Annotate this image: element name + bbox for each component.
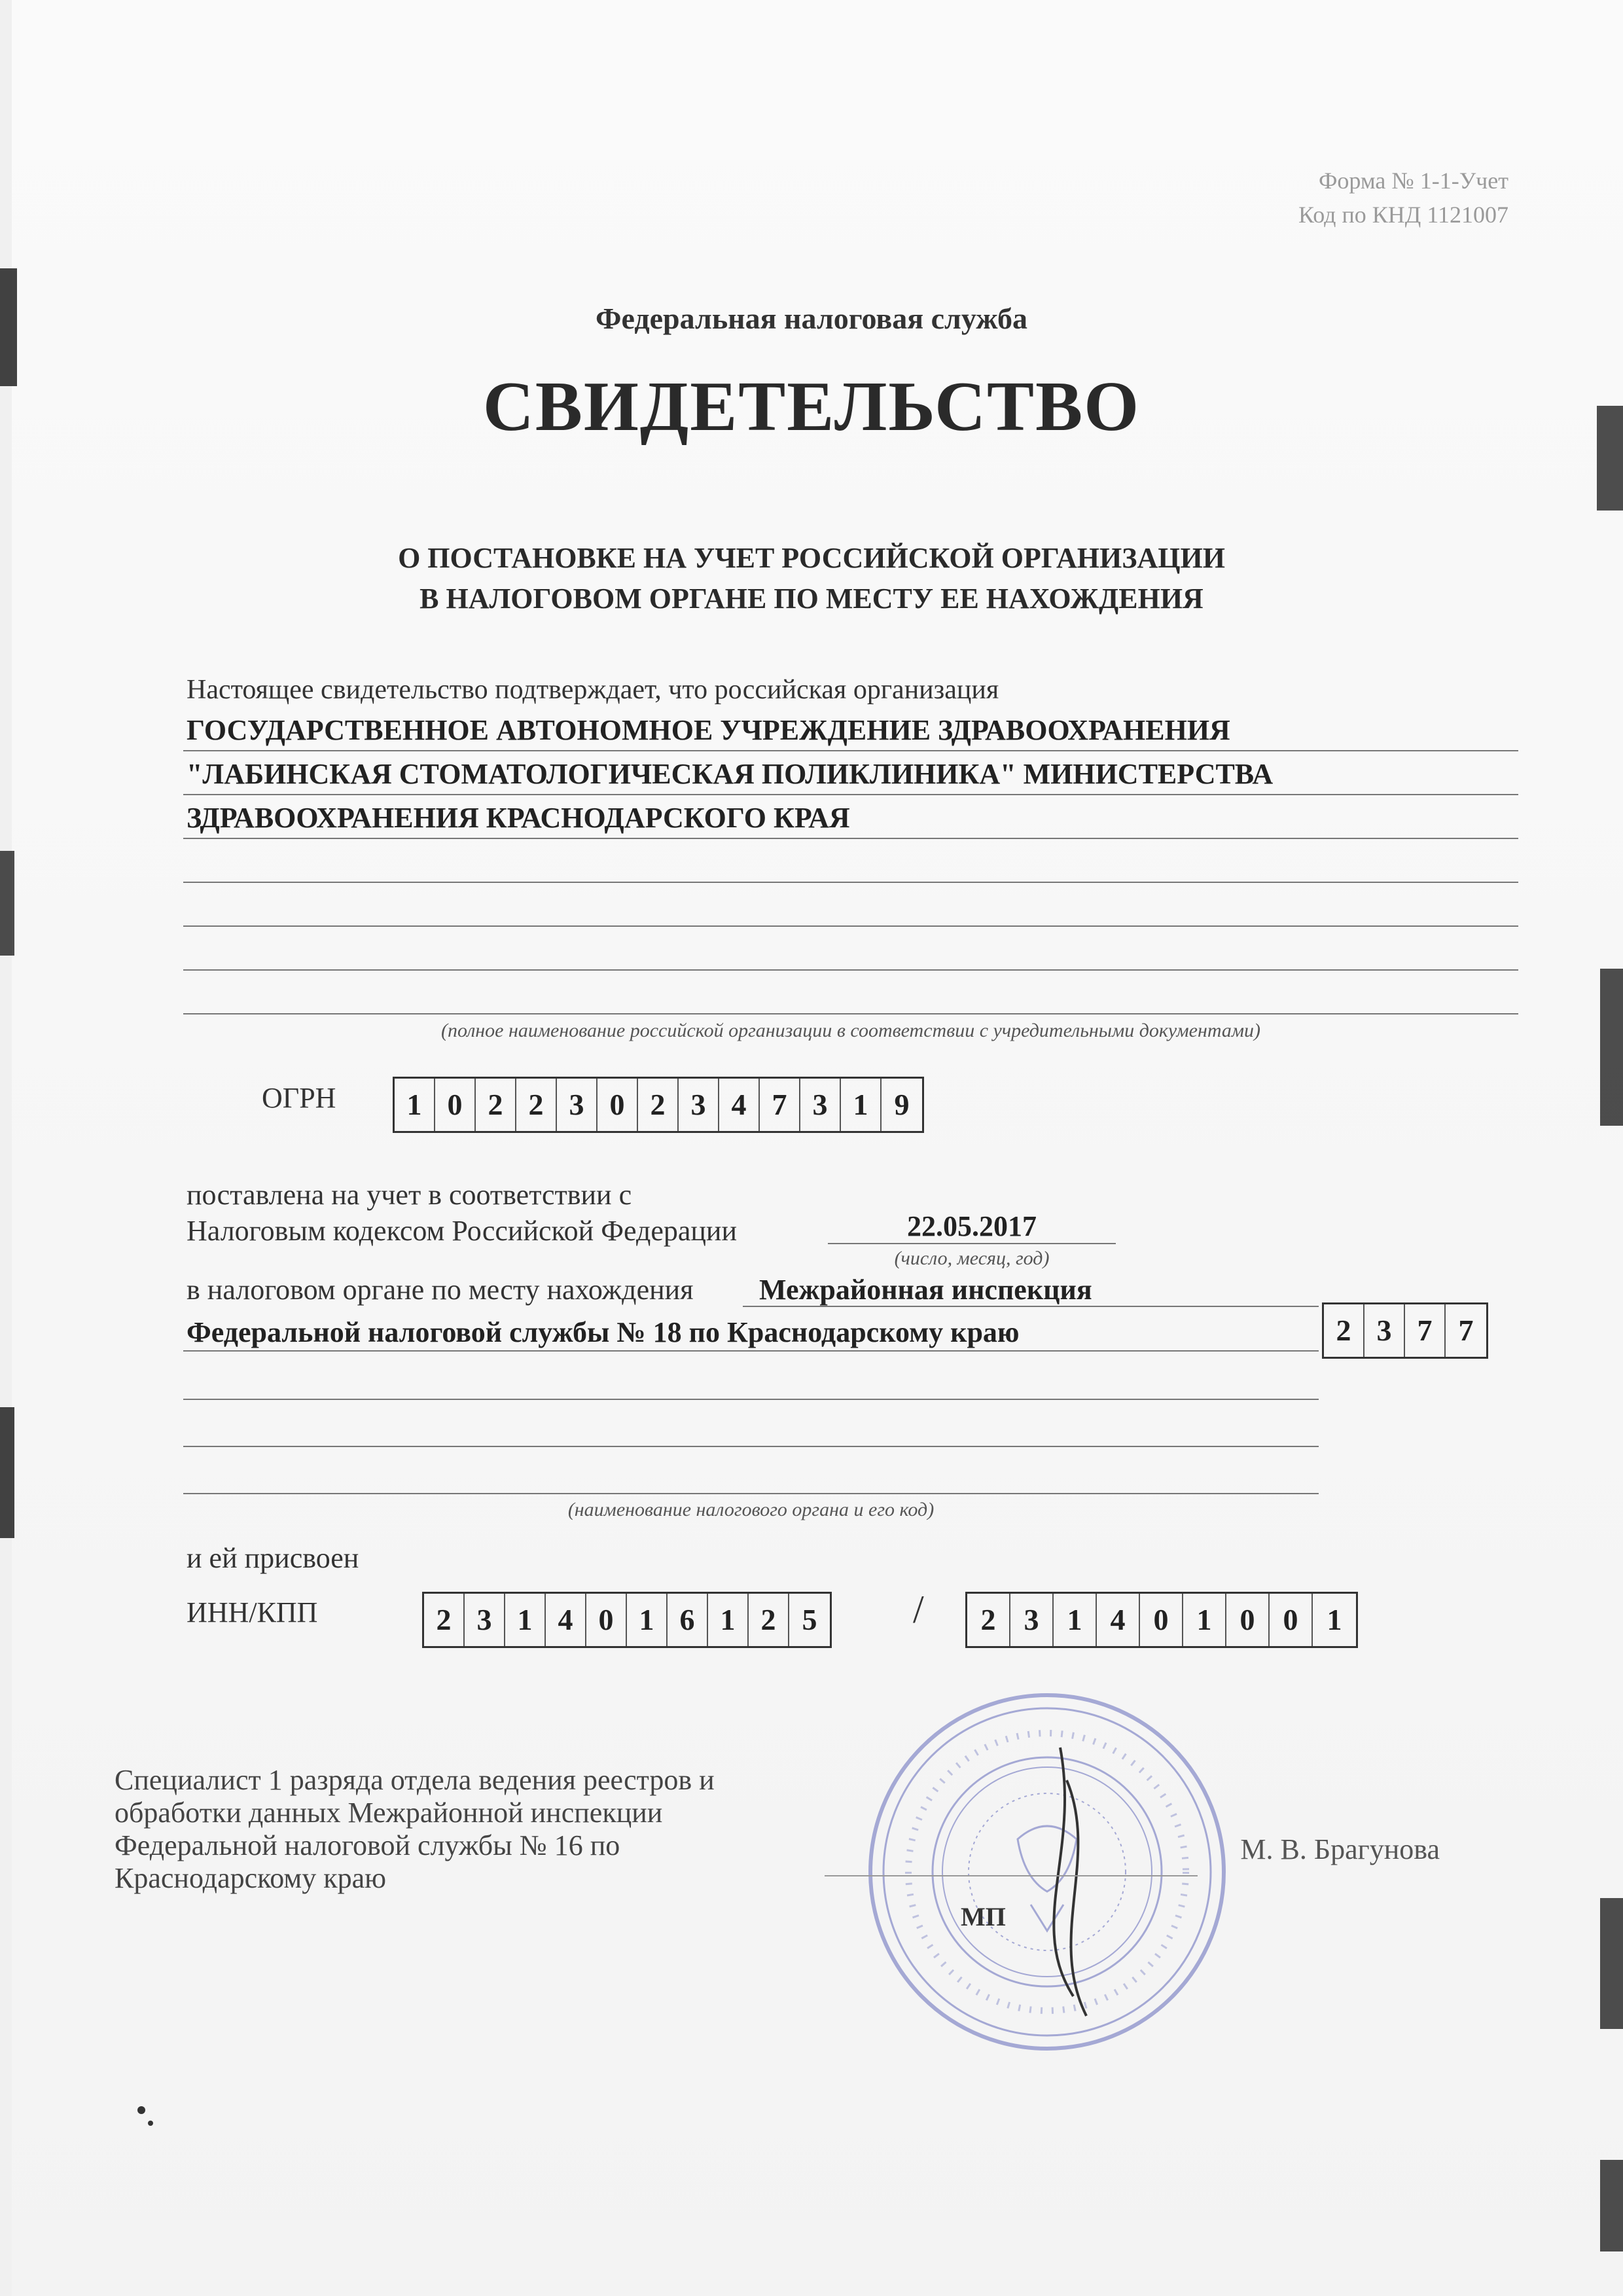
org-underline bbox=[183, 926, 1518, 971]
subtitle-line-1: О ПОСТАНОВКЕ НА УЧЕТ РОССИЙСКОЙ ОРГАНИЗАЦИИ bbox=[398, 542, 1225, 574]
assigned-label: и ей присвоен bbox=[187, 1542, 359, 1574]
org-name-line-3: ЗДРАВООХРАНЕНИЯ КРАСНОДАРСКОГО КРАЯ bbox=[187, 802, 850, 834]
kpp-digit: 1 bbox=[1054, 1594, 1097, 1646]
authority-code-digit: 7 bbox=[1405, 1304, 1446, 1357]
authority-line-2: Федеральной налоговой службы № 18 по Краснодарскому краю bbox=[187, 1316, 1020, 1348]
scan-artifact bbox=[137, 2106, 145, 2114]
signer-position-line-2: обработки данных Межрайонной инспекции bbox=[115, 1797, 663, 1829]
signer-position-line-4: Краснодарскому краю bbox=[115, 1862, 387, 1894]
ogrn-digit: 0 bbox=[597, 1079, 638, 1131]
agency-name: Федеральная налоговая служба bbox=[596, 302, 1027, 335]
authority-label: в налоговом органе по месту нахождения bbox=[187, 1274, 694, 1306]
signature-underline bbox=[825, 1869, 1198, 1876]
authority-code-digit: 2 bbox=[1324, 1304, 1364, 1357]
kpp-digit: 4 bbox=[1097, 1594, 1140, 1646]
kpp-boxes bbox=[965, 1592, 1358, 1648]
inn-digit: 3 bbox=[465, 1594, 505, 1646]
authority-underline bbox=[183, 1452, 1319, 1494]
inn-digit: 0 bbox=[586, 1594, 627, 1646]
inn-digit: 6 bbox=[668, 1594, 708, 1646]
form-line-2: Код по КНД 1121007 bbox=[1298, 202, 1508, 228]
inn-boxes bbox=[422, 1592, 832, 1648]
org-underline bbox=[183, 882, 1518, 927]
inn-digit: 1 bbox=[505, 1594, 546, 1646]
kpp-digit: 3 bbox=[1010, 1594, 1054, 1646]
form-number bbox=[1298, 164, 1508, 232]
subtitle-line-2: В НАЛОГОВОМ ОРГАНЕ ПО МЕСТУ ЕЕ НАХОЖДЕНИЯ bbox=[419, 583, 1204, 615]
ogrn-digit: 1 bbox=[841, 1079, 882, 1131]
authority-underline bbox=[183, 1358, 1319, 1400]
org-name-line-2: "ЛАБИНСКАЯ СТОМАТОЛОГИЧЕСКАЯ ПОЛИКЛИНИКА" МИНИСТЕРСТВА bbox=[187, 758, 1274, 790]
inn-digit: 4 bbox=[546, 1594, 586, 1646]
kpp-digit: 1 bbox=[1183, 1594, 1226, 1646]
scan-artifact bbox=[1600, 969, 1623, 1126]
ogrn-digit: 3 bbox=[800, 1079, 841, 1131]
ogrn-digit: 9 bbox=[894, 1088, 910, 1121]
signer-position-line-3: Федеральной налоговой службы № 16 по bbox=[115, 1829, 620, 1861]
scan-artifact bbox=[1600, 2160, 1623, 2251]
registration-line-1: поставлена на учет в соответствии с bbox=[187, 1179, 632, 1211]
intro-text: Настоящее свидетельство подтверждает, что российская организация bbox=[187, 675, 999, 705]
date-hint: (число, месяц, год) bbox=[894, 1247, 1050, 1269]
org-underline bbox=[183, 838, 1518, 883]
authority-line-1: Межрайонная инспекция bbox=[759, 1274, 1092, 1306]
inn-kpp-label: ИНН/КПП bbox=[187, 1596, 318, 1628]
registration-line-2: Налоговым кодексом Российской Федерации bbox=[187, 1215, 738, 1247]
inn-kpp-separator: / bbox=[913, 1588, 924, 1631]
ogrn-digit: 0 bbox=[435, 1079, 476, 1131]
authority-underline bbox=[183, 1405, 1319, 1447]
authority-code-digit: 3 bbox=[1364, 1304, 1405, 1357]
ogrn-label: ОГРН bbox=[262, 1082, 336, 1114]
seal-place-mark: МП bbox=[961, 1902, 1006, 1931]
ogrn-digit: 3 bbox=[557, 1079, 597, 1131]
scan-artifact bbox=[0, 1407, 14, 1538]
ogrn-digit: 2 bbox=[476, 1079, 516, 1131]
signer-name: М. В. Брагунова bbox=[1240, 1833, 1440, 1865]
document-title: СВИДЕТЕЛЬСТВО bbox=[482, 368, 1141, 446]
org-underline bbox=[183, 970, 1518, 1014]
inn-digit: 2 bbox=[424, 1594, 465, 1646]
document-subtitle bbox=[0, 538, 1623, 619]
scan-artifact bbox=[1600, 1898, 1623, 2029]
kpp-digit: 0 bbox=[1270, 1594, 1313, 1646]
inn-digit: 5 bbox=[802, 1603, 817, 1636]
ogrn-digit: 7 bbox=[760, 1079, 800, 1131]
org-name-hint: (полное наименование российской организации в соответствии с учредительными документами) bbox=[440, 1020, 1261, 1041]
authority-code-boxes bbox=[1322, 1302, 1488, 1359]
signer-position bbox=[115, 1764, 715, 1895]
inn-digit: 2 bbox=[749, 1594, 789, 1646]
org-name-line-1: ГОСУДАРСТВЕННОЕ АВТОНОМНОЕ УЧРЕЖДЕНИЕ ЗДРАВООХРАНЕНИЯ bbox=[187, 714, 1230, 746]
inn-digit: 1 bbox=[627, 1594, 668, 1646]
authority-code-digit: 7 bbox=[1458, 1314, 1474, 1347]
kpp-digit: 2 bbox=[967, 1594, 1010, 1646]
ogrn-boxes bbox=[393, 1077, 924, 1133]
authority-hint: (наименование налогового органа и его код) bbox=[567, 1499, 935, 1520]
inn-digit: 1 bbox=[708, 1594, 749, 1646]
signer-position-line-1: Специалист 1 разряда отдела ведения реестров и bbox=[115, 1764, 715, 1796]
scan-artifact bbox=[0, 851, 14, 956]
kpp-digit: 1 bbox=[1327, 1603, 1342, 1636]
ogrn-digit: 1 bbox=[395, 1079, 435, 1131]
kpp-digit: 0 bbox=[1226, 1594, 1270, 1646]
ogrn-digit: 2 bbox=[516, 1079, 557, 1131]
ogrn-digit: 2 bbox=[638, 1079, 679, 1131]
ogrn-digit: 3 bbox=[679, 1079, 719, 1131]
registration-date: 22.05.2017 bbox=[907, 1210, 1037, 1242]
form-line-1: Форма № 1-1-Учет bbox=[1318, 168, 1508, 194]
ogrn-digit: 4 bbox=[719, 1079, 760, 1131]
kpp-digit: 0 bbox=[1140, 1594, 1183, 1646]
scan-artifact bbox=[148, 2121, 153, 2126]
